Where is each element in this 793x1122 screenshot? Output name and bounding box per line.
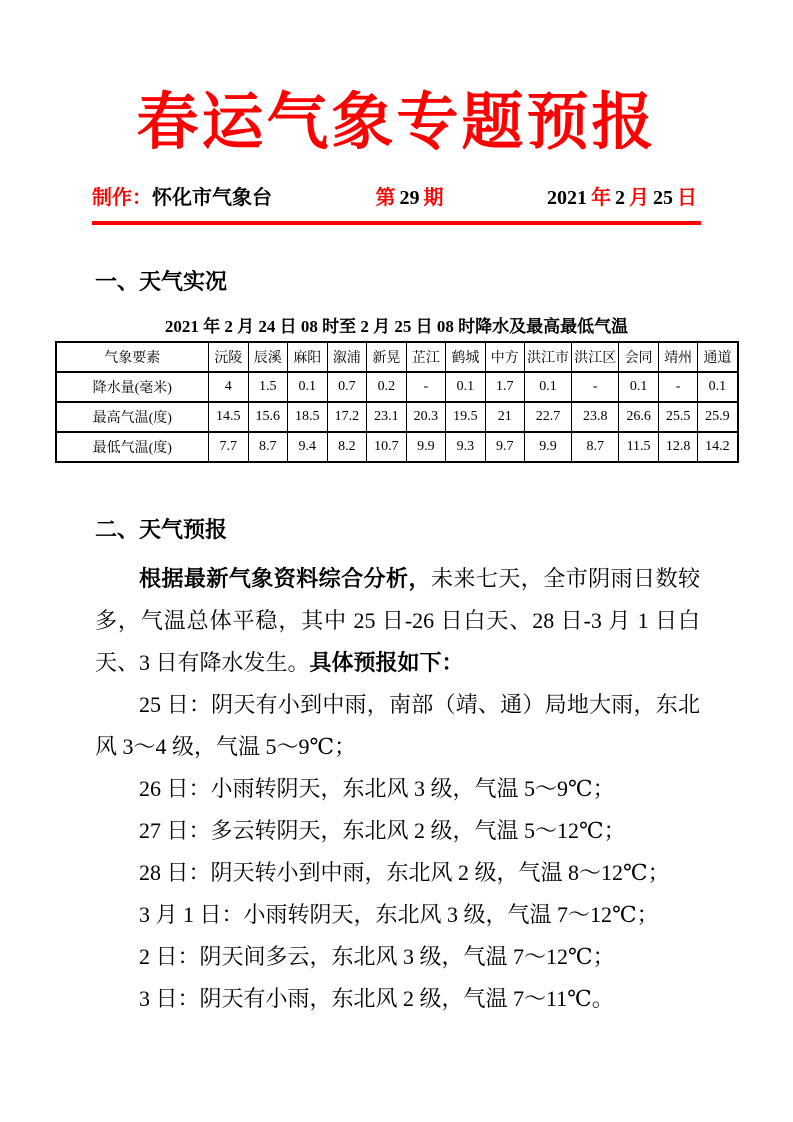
weather-table xyxy=(55,341,739,463)
table-cell: 18.5 xyxy=(288,402,328,432)
forecast-item-day28: 28 日：阴天转小到中雨，东北风 2 级，气温 8～12℃； xyxy=(139,860,670,886)
table-row-min-temp xyxy=(56,432,738,462)
table-col-header: 会同 xyxy=(619,342,659,372)
table-cell: 10.7 xyxy=(367,432,407,462)
forecast-intro-lead: 根据最新气象资料综合分析， xyxy=(139,566,431,592)
forecast-intro xyxy=(95,558,700,684)
date-year-unit: 年 xyxy=(591,187,611,210)
table-col-header: 中方 xyxy=(485,342,524,372)
table-cell: 1.5 xyxy=(248,372,288,402)
table-cell: 12.8 xyxy=(658,432,698,462)
table-cell: 17.2 xyxy=(327,402,367,432)
section-2-heading: 二、天气预报 xyxy=(95,517,228,543)
table-cell: 9.3 xyxy=(446,432,486,462)
table-cell: 21 xyxy=(485,402,524,432)
table-cell: - xyxy=(572,372,619,402)
table-cell: 25.5 xyxy=(658,402,698,432)
date-year: 2021 xyxy=(547,187,587,210)
table-cell: 9.4 xyxy=(288,432,328,462)
row-label: 最低气温(度) xyxy=(56,432,209,462)
table-cell: 0.1 xyxy=(619,372,659,402)
table-cell: 20.3 xyxy=(406,402,446,432)
table-cell: - xyxy=(658,372,698,402)
page-title: 春运气象专题预报 xyxy=(136,89,657,157)
table-header-row xyxy=(56,342,738,372)
table-col-header: 沅陵 xyxy=(209,342,249,372)
producer-name: 怀化市气象台 xyxy=(152,187,272,210)
date-month-unit: 月 xyxy=(629,187,649,210)
table-row-precipitation xyxy=(56,372,738,402)
table-cell: 14.2 xyxy=(698,432,738,462)
table-cell: 23.1 xyxy=(367,402,407,432)
table-cell: 25.9 xyxy=(698,402,738,432)
table-col-header: 芷江 xyxy=(406,342,446,372)
table-cell: 0.1 xyxy=(524,372,571,402)
table-cell: 26.6 xyxy=(619,402,659,432)
table-col-header: 气象要素 xyxy=(56,342,209,372)
forecast-item-mar2: 2 日：阴天间多云，东北风 3 级，气温 7～12℃； xyxy=(139,944,615,970)
table-col-header: 洪江区 xyxy=(572,342,619,372)
byline-date xyxy=(547,181,701,210)
table-cell: 8.7 xyxy=(572,432,619,462)
table-cell: 9.7 xyxy=(485,432,524,462)
table-cell: 4 xyxy=(209,372,249,402)
issue-number: 29 xyxy=(399,187,420,210)
table-col-header: 靖州 xyxy=(658,342,698,372)
date-day-unit: 日 xyxy=(677,187,697,210)
issue-prefix: 第 xyxy=(375,187,396,210)
weather-table-title: 2021 年 2 月 24 日 08 时至 2 月 25 日 08 时降水及最高最低气温 xyxy=(164,317,629,337)
forecast-item-day25: 25 日：阴天有小到中雨，南部（靖、通）局地大雨，东北风 3～4 级，气温 5～9℃； xyxy=(95,692,700,760)
date-day: 25 xyxy=(653,187,673,210)
forecast-item-mar1: 3 月 1 日：小雨转阴天，东北风 3 级，气温 7～12℃； xyxy=(139,902,659,928)
table-col-header: 辰溪 xyxy=(248,342,288,372)
byline-producer xyxy=(92,181,272,210)
table-cell: 19.5 xyxy=(446,402,486,432)
table-cell: 0.1 xyxy=(446,372,486,402)
table-col-header: 通道 xyxy=(698,342,738,372)
table-cell: 9.9 xyxy=(524,432,571,462)
table-cell: 22.7 xyxy=(524,402,571,432)
table-col-header: 溆浦 xyxy=(327,342,367,372)
table-cell: 23.8 xyxy=(572,402,619,432)
table-col-header: 洪江市 xyxy=(524,342,571,372)
table-cell: - xyxy=(406,372,446,402)
byline xyxy=(92,181,701,225)
forecast-item-day26: 26 日：小雨转阴天，东北风 3 级，气温 5～9℃； xyxy=(139,776,615,802)
row-label: 降水量(毫米) xyxy=(56,372,209,402)
table-row-max-temp xyxy=(56,402,738,432)
table-cell: 14.5 xyxy=(209,402,249,432)
forecast-intro-text: 未来七天，全市阴雨日数较多，气温总体平稳，其中 25 日-26 日白天、28 日-3 月 1 日白天、3 日有降水发生。 xyxy=(95,566,700,676)
forecast-intro-tail: 具体预报如下： xyxy=(309,650,464,676)
table-col-header: 新晃 xyxy=(367,342,407,372)
table-cell: 1.7 xyxy=(485,372,524,402)
forecast-body xyxy=(95,558,700,1020)
producer-label: 制作： xyxy=(92,187,152,210)
table-cell: 8.7 xyxy=(248,432,288,462)
table-cell: 15.6 xyxy=(248,402,288,432)
table-cell: 7.7 xyxy=(209,432,249,462)
issue-suffix: 期 xyxy=(423,187,444,210)
table-cell: 0.2 xyxy=(367,372,407,402)
byline-issue xyxy=(376,181,444,210)
table-cell: 0.1 xyxy=(698,372,738,402)
table-cell: 0.1 xyxy=(288,372,328,402)
table-cell: 9.9 xyxy=(406,432,446,462)
forecast-item-day27: 27 日：多云转阴天，东北风 2 级，气温 5～12℃； xyxy=(139,818,626,844)
table-cell: 8.2 xyxy=(327,432,367,462)
row-label: 最高气温(度) xyxy=(56,402,209,432)
table-cell: 0.7 xyxy=(327,372,367,402)
table-cell: 11.5 xyxy=(619,432,659,462)
table-col-header: 麻阳 xyxy=(288,342,328,372)
table-col-header: 鹤城 xyxy=(446,342,486,372)
forecast-item-mar3: 3 日：阴天有小雨，东北风 2 级，气温 7～11℃。 xyxy=(139,986,614,1012)
section-1-heading: 一、天气实况 xyxy=(95,269,228,295)
date-month: 2 xyxy=(615,187,625,210)
